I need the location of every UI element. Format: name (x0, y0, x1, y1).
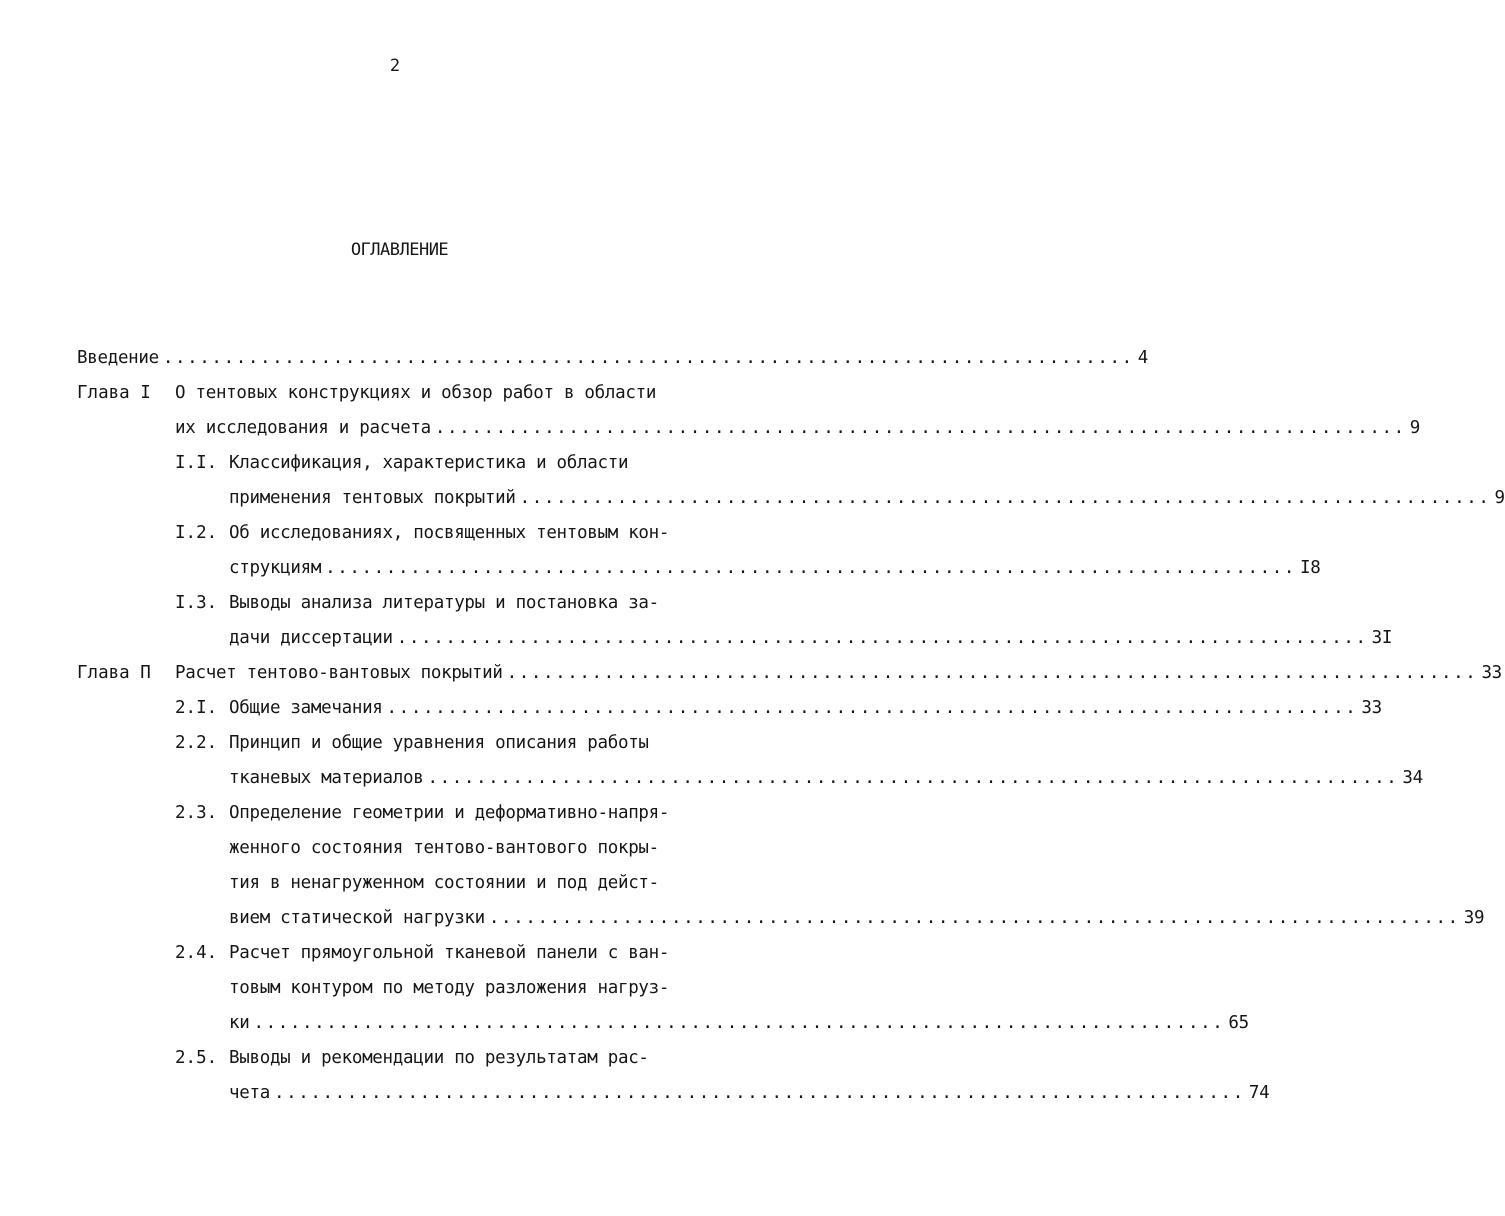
toc-page-number: 9 (1409, 418, 1421, 438)
toc-entry-line[interactable] (229, 520, 723, 546)
toc-title: ОГЛАВЛЕНИЕ (350, 240, 449, 260)
toc-entry-text: Классификация, характеристика и области (229, 453, 629, 473)
toc-entry-line[interactable] (175, 660, 1502, 686)
toc-entry-text: Принцип и общие уравнения описания работы (229, 733, 649, 753)
toc-entry-text: тия в ненагруженном состоянии и под дейст- (229, 873, 659, 893)
toc-entry-text: дачи диссертации (229, 628, 393, 648)
toc-section-label: I.I. (175, 453, 218, 473)
leader-dots: ................................................................................ (396, 628, 1368, 648)
toc-entry-line[interactable] (229, 485, 1505, 511)
toc-section-label: 2.5. (175, 1048, 218, 1068)
toc-entry-line[interactable] (229, 870, 723, 896)
toc-page-number: 9 (1494, 488, 1505, 508)
toc-entry-label: Введение (77, 348, 159, 368)
toc-entry-line[interactable] (229, 555, 1321, 581)
page-number: 2 (389, 56, 401, 76)
toc-entry-line[interactable] (229, 905, 1485, 931)
leader-dots: ................................................................................ (386, 698, 1358, 718)
toc-entry-line[interactable] (229, 1045, 723, 1071)
toc-entry-text: применения тентовых покрытий (229, 488, 516, 508)
leader-dots: ................................................................................ (506, 663, 1478, 683)
toc-entry-text: О тентовых конструкциях и обзор работ в области (175, 383, 657, 403)
toc-entry-line[interactable] (229, 625, 1393, 651)
toc-entry-text: товым контуром по методу разложения нагруз- (229, 978, 670, 998)
toc-chapter-label: Глава I (77, 383, 151, 403)
toc-page-number: 34 (1402, 768, 1423, 788)
toc-entry-text: их исследования и расчета (175, 418, 431, 438)
leader-dots: ................................................................................ (488, 908, 1460, 928)
toc-section-label: I.2. (175, 523, 218, 543)
toc-section-label: 2.I. (175, 698, 218, 718)
toc-entry-text: ки (229, 1013, 250, 1033)
toc-entry-line[interactable] (229, 765, 1423, 791)
toc-page-number: 39 (1463, 908, 1485, 928)
toc-entry-line[interactable] (229, 1010, 1249, 1036)
toc-entry-text: женного состояния тентово-вантового покры- (229, 838, 659, 858)
toc-page-number: 4 (1137, 348, 1149, 368)
toc-entry-text: Выводы анализа литературы и постановка за- (229, 593, 659, 613)
toc-entry-text: Общие замечания (229, 698, 383, 718)
leader-dots: ................................................................................ (427, 768, 1399, 788)
toc-section-label: 2.4. (175, 943, 218, 963)
toc-entry-line[interactable] (229, 695, 1382, 721)
toc-entry-line[interactable] (175, 380, 723, 406)
toc-entry-text: Расчет прямоугольной тканевой панели с ван- (229, 943, 670, 963)
leader-dots: ................................................................................ (253, 1013, 1225, 1033)
toc-entry-text: чета (229, 1083, 270, 1103)
toc-entry-text: струкциям (229, 558, 322, 578)
toc-section-label: 2.2. (175, 733, 218, 753)
toc-entry-text: Определение геометрии и деформативно-напря- (229, 803, 670, 823)
toc-entry-line[interactable] (229, 450, 723, 476)
toc-page-number: 74 (1248, 1083, 1270, 1103)
toc-entry-text: Об исследованиях, посвященных тентовым кон- (229, 523, 670, 543)
toc-section-label: 2.3. (175, 803, 218, 823)
toc-entry-line[interactable] (229, 835, 723, 861)
leader-dots: ................................................................................ (434, 418, 1406, 438)
toc-entry-line[interactable] (229, 800, 723, 826)
leader-dots: ................................................................................ (325, 558, 1296, 578)
toc-entry-line[interactable] (229, 1080, 1270, 1106)
toc-entry-text: Выводы и рекомендации по результатам рас- (229, 1048, 649, 1068)
toc-entry-line[interactable] (229, 975, 723, 1001)
leader-dots: ................................................................................ (162, 348, 1134, 368)
toc-page-number: 33 (1481, 663, 1502, 683)
toc-entry-text: тканевых материалов (229, 768, 424, 788)
toc-page-number: I8 (1300, 558, 1321, 578)
toc-entry-line[interactable] (229, 940, 723, 966)
toc-page-number: 65 (1228, 1013, 1249, 1033)
toc-entry-introduction[interactable] (77, 345, 1149, 371)
toc-page-number: 33 (1361, 698, 1382, 718)
leader-dots: ................................................................................ (273, 1083, 1245, 1103)
toc-page-number: 3I (1371, 628, 1393, 648)
toc-entry-text: Расчет тентово-вантовых покрытий (175, 663, 503, 683)
toc-entry-text: вием статической нагрузки (229, 908, 485, 928)
toc-entry-line[interactable] (229, 590, 723, 616)
toc-chapter-label: Глава П (77, 663, 151, 683)
toc-entry-line[interactable] (175, 415, 1421, 441)
leader-dots: ................................................................................ (519, 488, 1491, 508)
toc-entry-line[interactable] (229, 730, 723, 756)
toc-section-label: I.3. (175, 593, 218, 613)
